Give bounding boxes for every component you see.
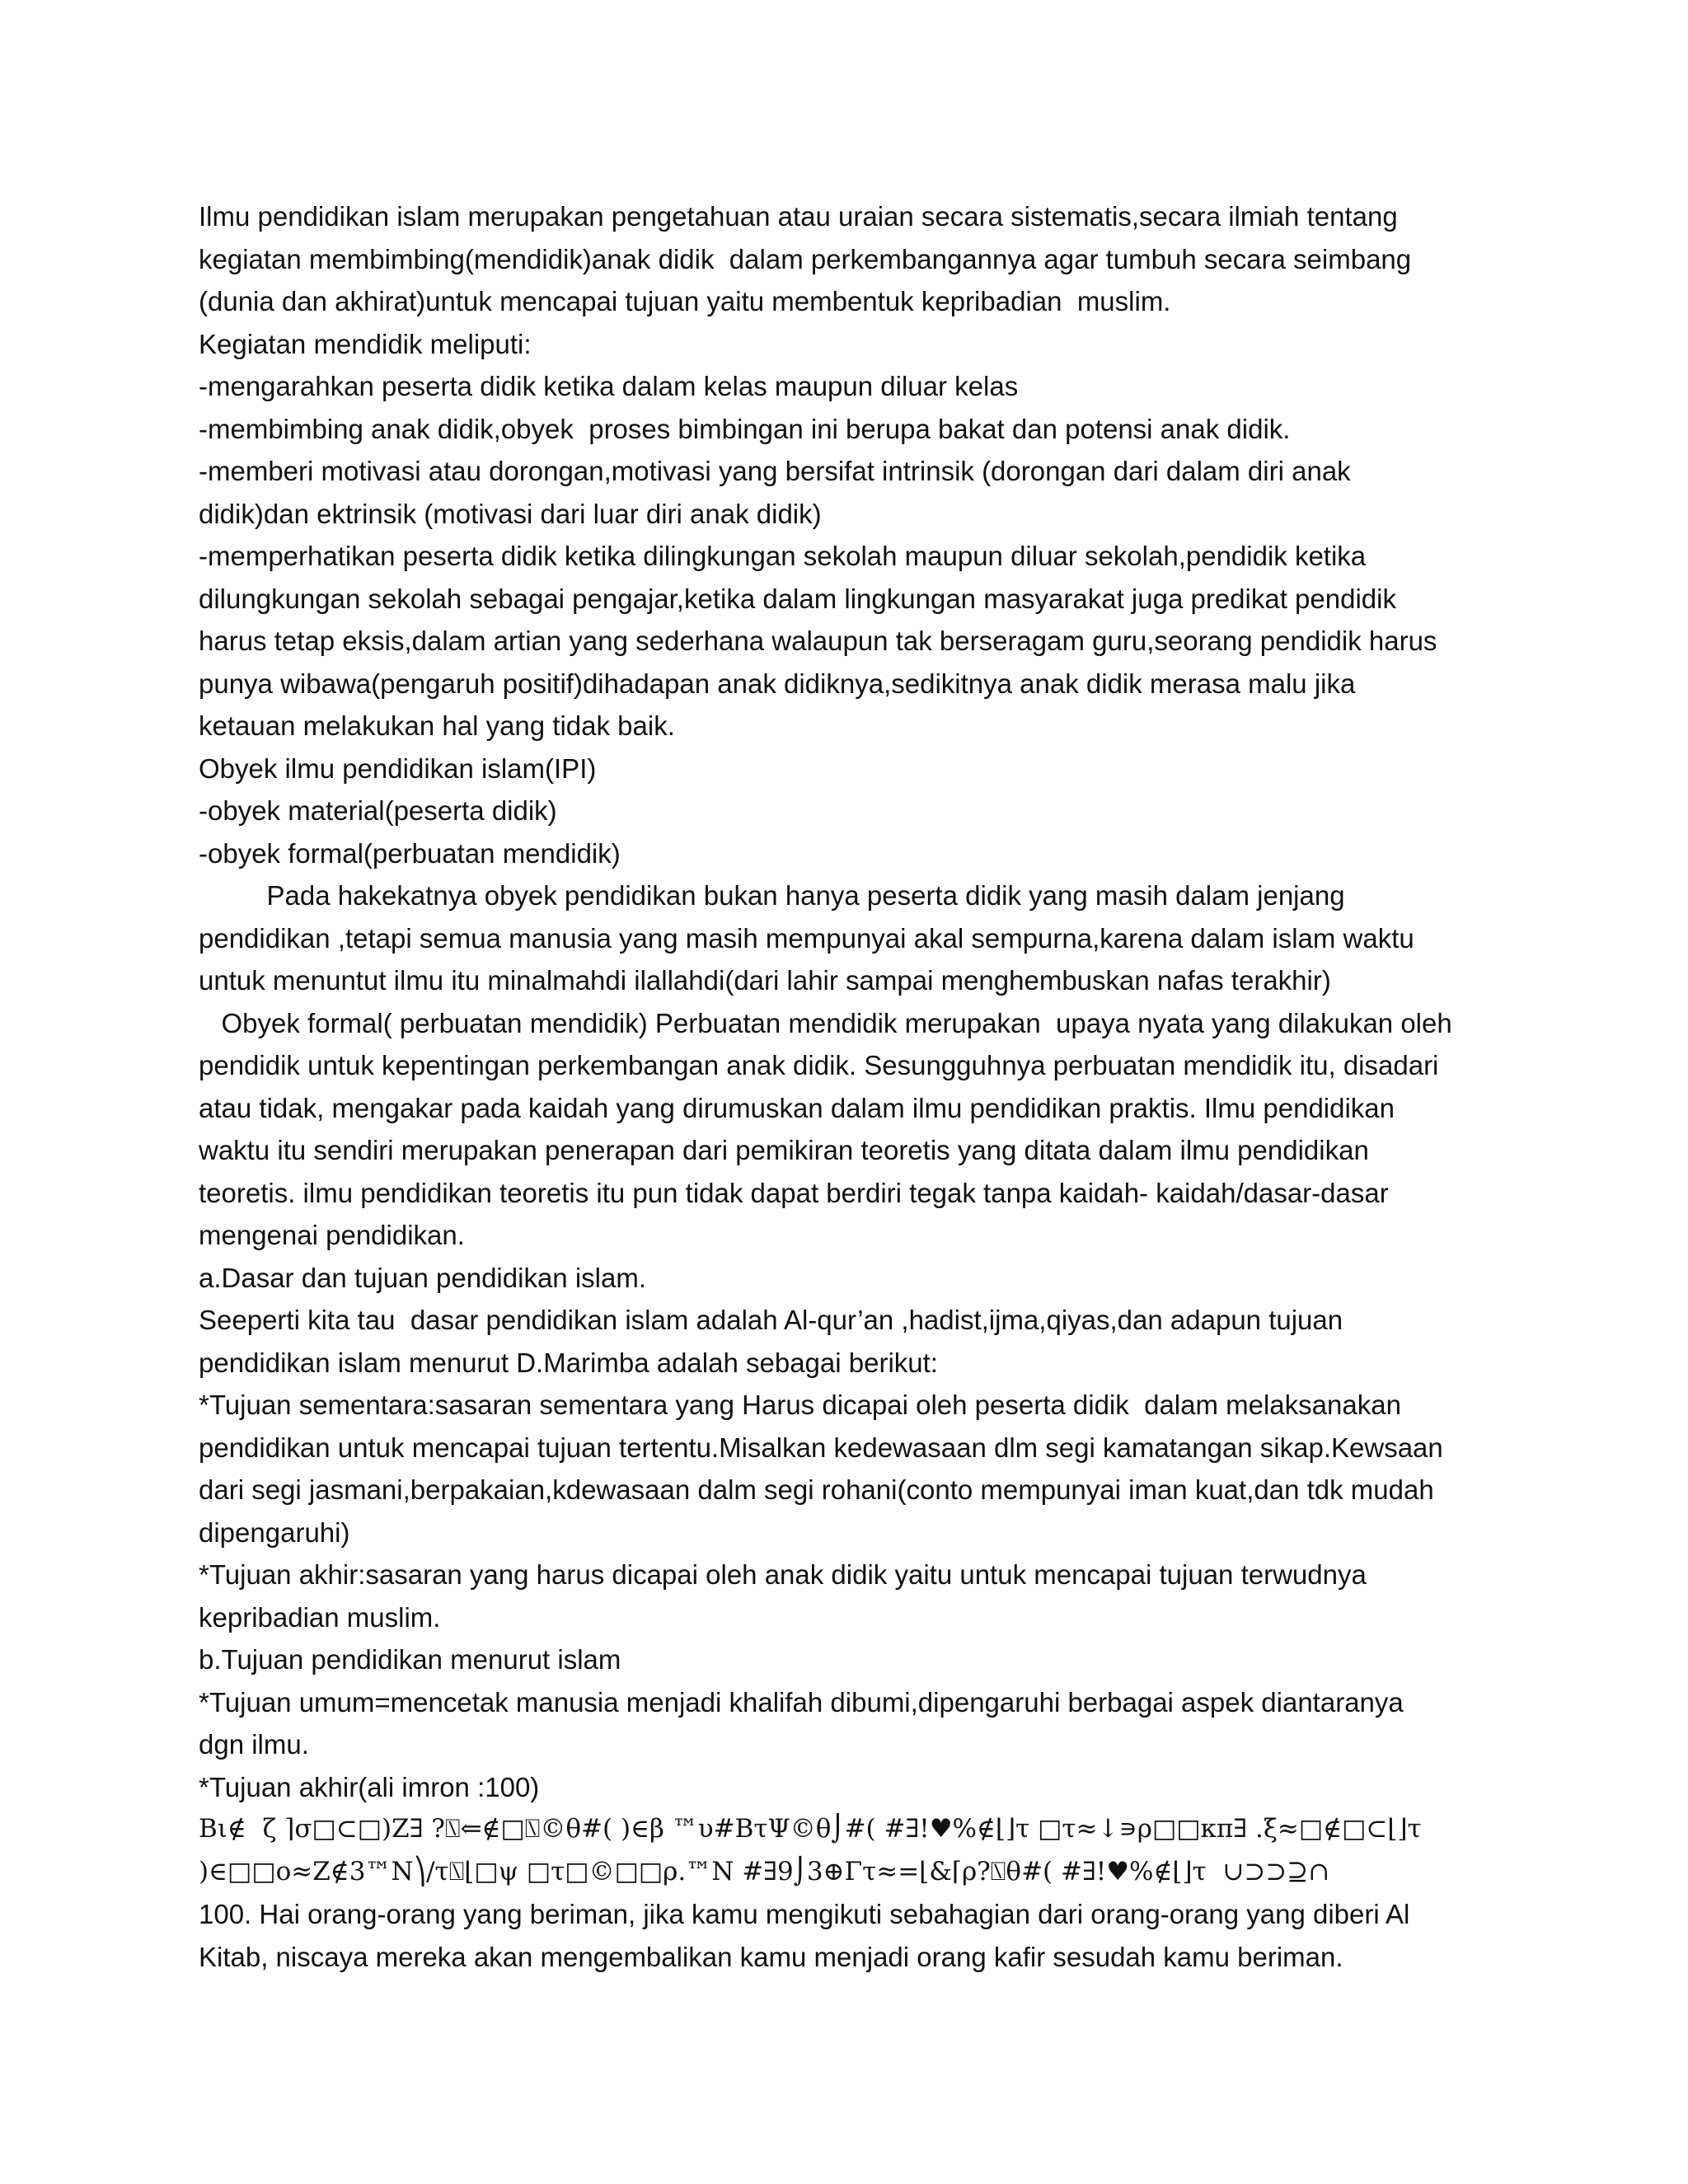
text-line: -mengarahkan peserta didik ketika dalam kelas maupun diluar kelas [199, 371, 1019, 401]
text-line: Obyek formal( perbuatan mendidik) Perbuatan mendidik merupakan upaya nyata yang dilakukan oleh [199, 1007, 1452, 1038]
text-line: Seeperti kita tau dasar pendidikan islam adalah Al-qur’an ,hadist,ijma,qiyas,dan adapun tujuan [199, 1305, 1343, 1335]
text-line: punya wibawa(pengaruh positif)dihadapan anak didiknya,sedikitnya anak didik merasa malu jika [199, 668, 1356, 699]
text-line: kegiatan membimbing(mendidik)anak didik dalam perkembangannya agar tumbuh secara seimbang [199, 243, 1412, 274]
text-line: pendidikan islam menurut D.Marimba adalah sebagai berikut: [199, 1347, 938, 1378]
text-line: b.Tujuan pendidikan menurut islam [199, 1644, 621, 1675]
text-line: waktu itu sendiri merupakan penerapan dari pemikiran teoretis yang ditata dalam ilmu pendidikan [199, 1135, 1369, 1165]
text-line: -memperhatikan peserta didik ketika dilingkungan sekolah maupun diluar sekolah,pendidik ketika [199, 541, 1367, 571]
text-line: 100. Hai orang-orang yang beriman, jika kamu mengikuti sebahagian dari orang-orang yang diberi Al [199, 1899, 1410, 1929]
text-line: atau tidak, mengakar pada kaidah yang dirumuskan dalam ilmu pendidikan praktis. Ilmu pendidikan [199, 1092, 1395, 1123]
text-line: a.Dasar dan tujuan pendidikan islam. [199, 1262, 647, 1293]
text-line: *Tujuan sementara:sasaran sementara yang Harus dicapai oleh peserta didik dalam melaksanakan [199, 1390, 1401, 1420]
text-line: dilungkungan sekolah sebagai pengajar,ketika dalam lingkungan masyarakat juga predikat pendidik [199, 583, 1396, 614]
text-line: *Tujuan akhir(ali imron :100) [199, 1771, 540, 1802]
text-line: -obyek material(peserta didik) [199, 795, 557, 826]
text-line: ketauan melakukan hal yang tidak baik. [199, 710, 675, 741]
text-line: harus tetap eksis,dalam artian yang sederhana walaupun tak berseragam guru,seorang pendidik harus [199, 626, 1437, 656]
body-text [199, 195, 1517, 1808]
text-line: mengenai pendidikan. [199, 1220, 465, 1250]
document-page [199, 195, 1517, 1978]
text-line: teoretis. ilmu pendidikan teoretis itu pun tidak dapat berdiri tegak tanpa kaidah- kaidah/dasar-dasar [199, 1177, 1389, 1208]
text-line: dipengaruhi) [199, 1516, 350, 1548]
text-line: )∈□□o≈Z∉3™N⎞/τ⍂⌊□ψ □τ□©□□ρ.™N #∃9⌡3⊕Γτ≈=⌊&⌈ρ?⍂θ#( #∃!♥%∉⌊⌋τ ∪⊃⊃⊇∩ [199, 1856, 1330, 1886]
text-line: pendidik untuk kepentingan perkembangan anak didik. Sesungguhnya perbuatan mendidik itu, disadari [199, 1050, 1439, 1080]
text-line: (dunia dan akhirat)untuk mencapai tujuan yaitu membentuk kepribadian muslim. [199, 286, 1171, 316]
text-line: Kitab, niscaya mereka akan mengembalikan kamu menjadi orang kafir sesudah kamu beriman. [199, 1941, 1343, 1972]
text-line: -membimbing anak didik,obyek proses bimbingan ini berupa bakat dan potensi anak didik. [199, 413, 1291, 444]
text-line: untuk menuntut ilmu itu minalmahdi ilallahdi(dari lahir sampai menghembuskan nafas terakhir) [199, 965, 1331, 996]
text-line: pendidikan untuk mencapai tujuan tertentu.Misalkan kedewasaan dlm segi kamatangan sikap.Kewsaan [199, 1432, 1443, 1463]
text-line: Ilmu pendidikan islam merupakan pengetahuan atau uraian secara sistematis,secara ilmiah tentang [199, 201, 1398, 232]
text-line: kepribadian muslim. [199, 1601, 441, 1633]
text-line: didik)dan ektrinsik (motivasi dari luar diri anak didik) [199, 498, 822, 529]
quran-verse-garbled [199, 1808, 1517, 1893]
verse-translation [199, 1893, 1517, 1978]
text-line: dari segi jasmani,berpakaian,kdewasaan dalm segi rohani(conto mempunyai iman kuat,dan tdk mudah [199, 1474, 1434, 1505]
text-line: pendidikan ,tetapi semua manusia yang masih mempunyai akal sempurna,karena dalam islam waktu [199, 922, 1414, 954]
text-line: Pada hakekatnya obyek pendidikan bukan hanya peserta didik yang masih dalam jenjang [199, 880, 1345, 911]
text-line: dgn ilmu. [199, 1729, 309, 1760]
text-line: -memberi motivasi atau dorongan,motivasi yang bersifat intrinsik (dorongan dari dalam diri anak [199, 456, 1351, 486]
text-line: Kegiatan mendidik meliputi: [199, 328, 532, 359]
text-line: *Tujuan akhir:sasaran yang harus dicapai oleh anak didik yaitu untuk mencapai tujuan terwudnya [199, 1559, 1367, 1590]
text-line: Obyek ilmu pendidikan islam(IPI) [199, 752, 597, 784]
text-line: -obyek formal(perbuatan mendidik) [199, 837, 621, 869]
text-line: Bι∉ ζ ⌉σ□⊂□)Z∃ ?⍂⇐∉□⍂©θ#( )∈β ™υ#BτΨ©θ⌡#( #∃!♥%∉⌊⌋τ □τ≈↓∍ρ□□κπ∃ .ξ≈□∉□⊂⌊⌋τ [199, 1814, 1422, 1844]
text-line: *Tujuan umum=mencetak manusia menjadi khalifah dibumi,dipengaruhi berbagai aspek diantaranya [199, 1686, 1404, 1718]
